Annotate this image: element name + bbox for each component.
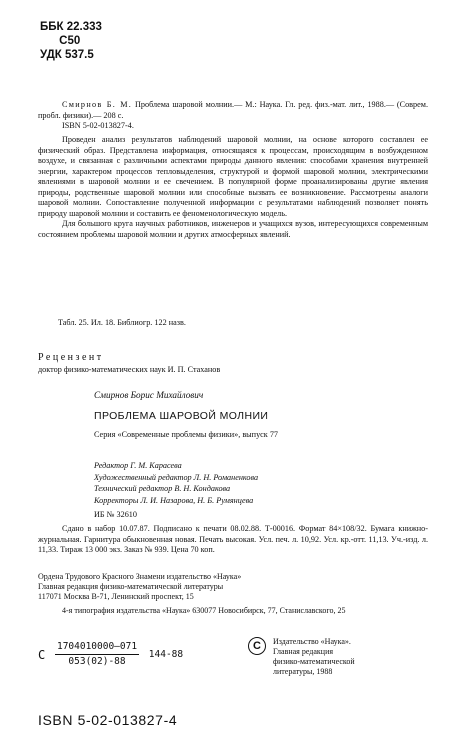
copyright-line: Главная редакция <box>273 647 334 656</box>
technical-data-text: Сдано в набор 10.07.87. Подписано к печати 08.02.88. Т-00016. Формат 84×108/32. Бумага книжно-журнальная. Гарнитура обыкновенная новая. Печать высокая. Усл. печ. л. 10,92. Усл. кр.-отт. 11,13. Уч.-изд. л. 11,33. Тираж 13 000 экз. Заказ № 939. Цена 70 коп. <box>38 524 428 554</box>
printer-text: 4-я типография издательства «Наука» 630077 Новосибирск, 77, Станиславского, 25 <box>62 606 346 615</box>
copyright-line: физико-математической <box>273 657 355 666</box>
publisher-address: 117071 Москва В-71, Ленинский проспект, 15 <box>38 592 194 601</box>
author-sign: С50 <box>40 35 81 47</box>
code-denominator: 053(02)-88 <box>68 656 126 667</box>
reviewer-text: доктор физико-математических наук И. П. Стаханов <box>38 365 221 374</box>
udk-code: УДК 537.5 <box>40 49 94 61</box>
code-numerator: 1704010000—071 <box>55 640 139 655</box>
editor-line: Художественный редактор Л. Н. Романенкова <box>94 472 259 482</box>
title-block <box>94 390 414 439</box>
reviewer-heading: Рецензент <box>38 352 104 363</box>
code-fraction <box>55 640 139 669</box>
book-series: Серия «Современные проблемы физики», выпуск 77 <box>94 430 279 439</box>
annotation-paragraph-2: Для большого круга научных работников, инженеров и учащихся вузов, интересующихся современным состоянием проблемы шаровой молнии и других атмосферных явлений. <box>38 219 428 239</box>
publisher-line: Главная редакция физико-математической литературы <box>38 582 224 591</box>
editor-line: Технический редактор В. Н. Кондакова <box>94 484 231 493</box>
printer-block <box>38 606 428 616</box>
isbn-footer: ISBN 5-02-013827-4 <box>38 712 178 728</box>
copyright-line: литературы, 1988 <box>273 667 333 676</box>
technical-data <box>38 524 428 556</box>
editors-list <box>94 460 258 506</box>
classification-block <box>40 20 102 62</box>
copyright-block <box>248 637 355 677</box>
publisher-block <box>38 572 428 602</box>
copyright-icon: С <box>248 637 266 655</box>
code-suffix: 144-88 <box>148 648 184 660</box>
book-author: Смирнов Борис Михайлович <box>94 390 204 400</box>
publisher-line: Ордена Трудового Красного Знамени издательство «Наука» <box>38 572 242 581</box>
annotation-text <box>38 135 428 240</box>
copyright-text <box>273 637 355 677</box>
publication-code <box>38 640 183 669</box>
annotation-isbn: ISBN 5-02-013827-4. <box>62 121 134 130</box>
annotation-stats: Табл. 25. Ил. 18. Библиогр. 122 назв. <box>58 318 186 327</box>
annotation-author: Смирнов Б. М. <box>62 100 133 109</box>
annotation-paragraph-1: Проведен анализ результатов наблюдений шаровой молнии, на основе которого составлен ее физический образ. Представлена информация, относящаяся к процессам, происходящим в возбужденном воздухе, и связанная с различными аспектами природы данного явления: способами хранения внутренней энергии, характером процессов тепловыделения, структурой и формой шаровой молнии, электрическими явлениями в шаровой молнии и ее свечением. В популярной форме проанализированы другие явления природы, родственные шаровой молнии или способные вызвать ее возникновение. Рассмотрены аналоги шаровой молнии. Сопоставление полученной информации с результатами наблюдений позволяет понять природу шаровой молнии и составить ее феноменологическую модель. <box>38 135 428 218</box>
annotation-header <box>38 100 428 132</box>
editor-line: Корректоры Л. И. Назарова, Н. Б. Румянцева <box>94 495 254 505</box>
ib-number: ИБ № 32610 <box>94 510 137 519</box>
code-prefix: С <box>38 647 46 662</box>
bbk-code: ББК 22.333 <box>40 21 102 33</box>
copyright-line: Издательство «Наука». <box>273 637 351 646</box>
annotation-bib: Проблема шаровой молнии.— М.: Наука. Гл. ред. физ.-мат. лит., 1988.— (Соврем. пробл. физики).— 208 с. <box>38 100 429 120</box>
editor-line: Редактор Г. М. Карасева <box>94 461 182 470</box>
book-title: ПРОБЛЕМА ШАРОВОЙ МОЛНИИ <box>94 410 269 422</box>
